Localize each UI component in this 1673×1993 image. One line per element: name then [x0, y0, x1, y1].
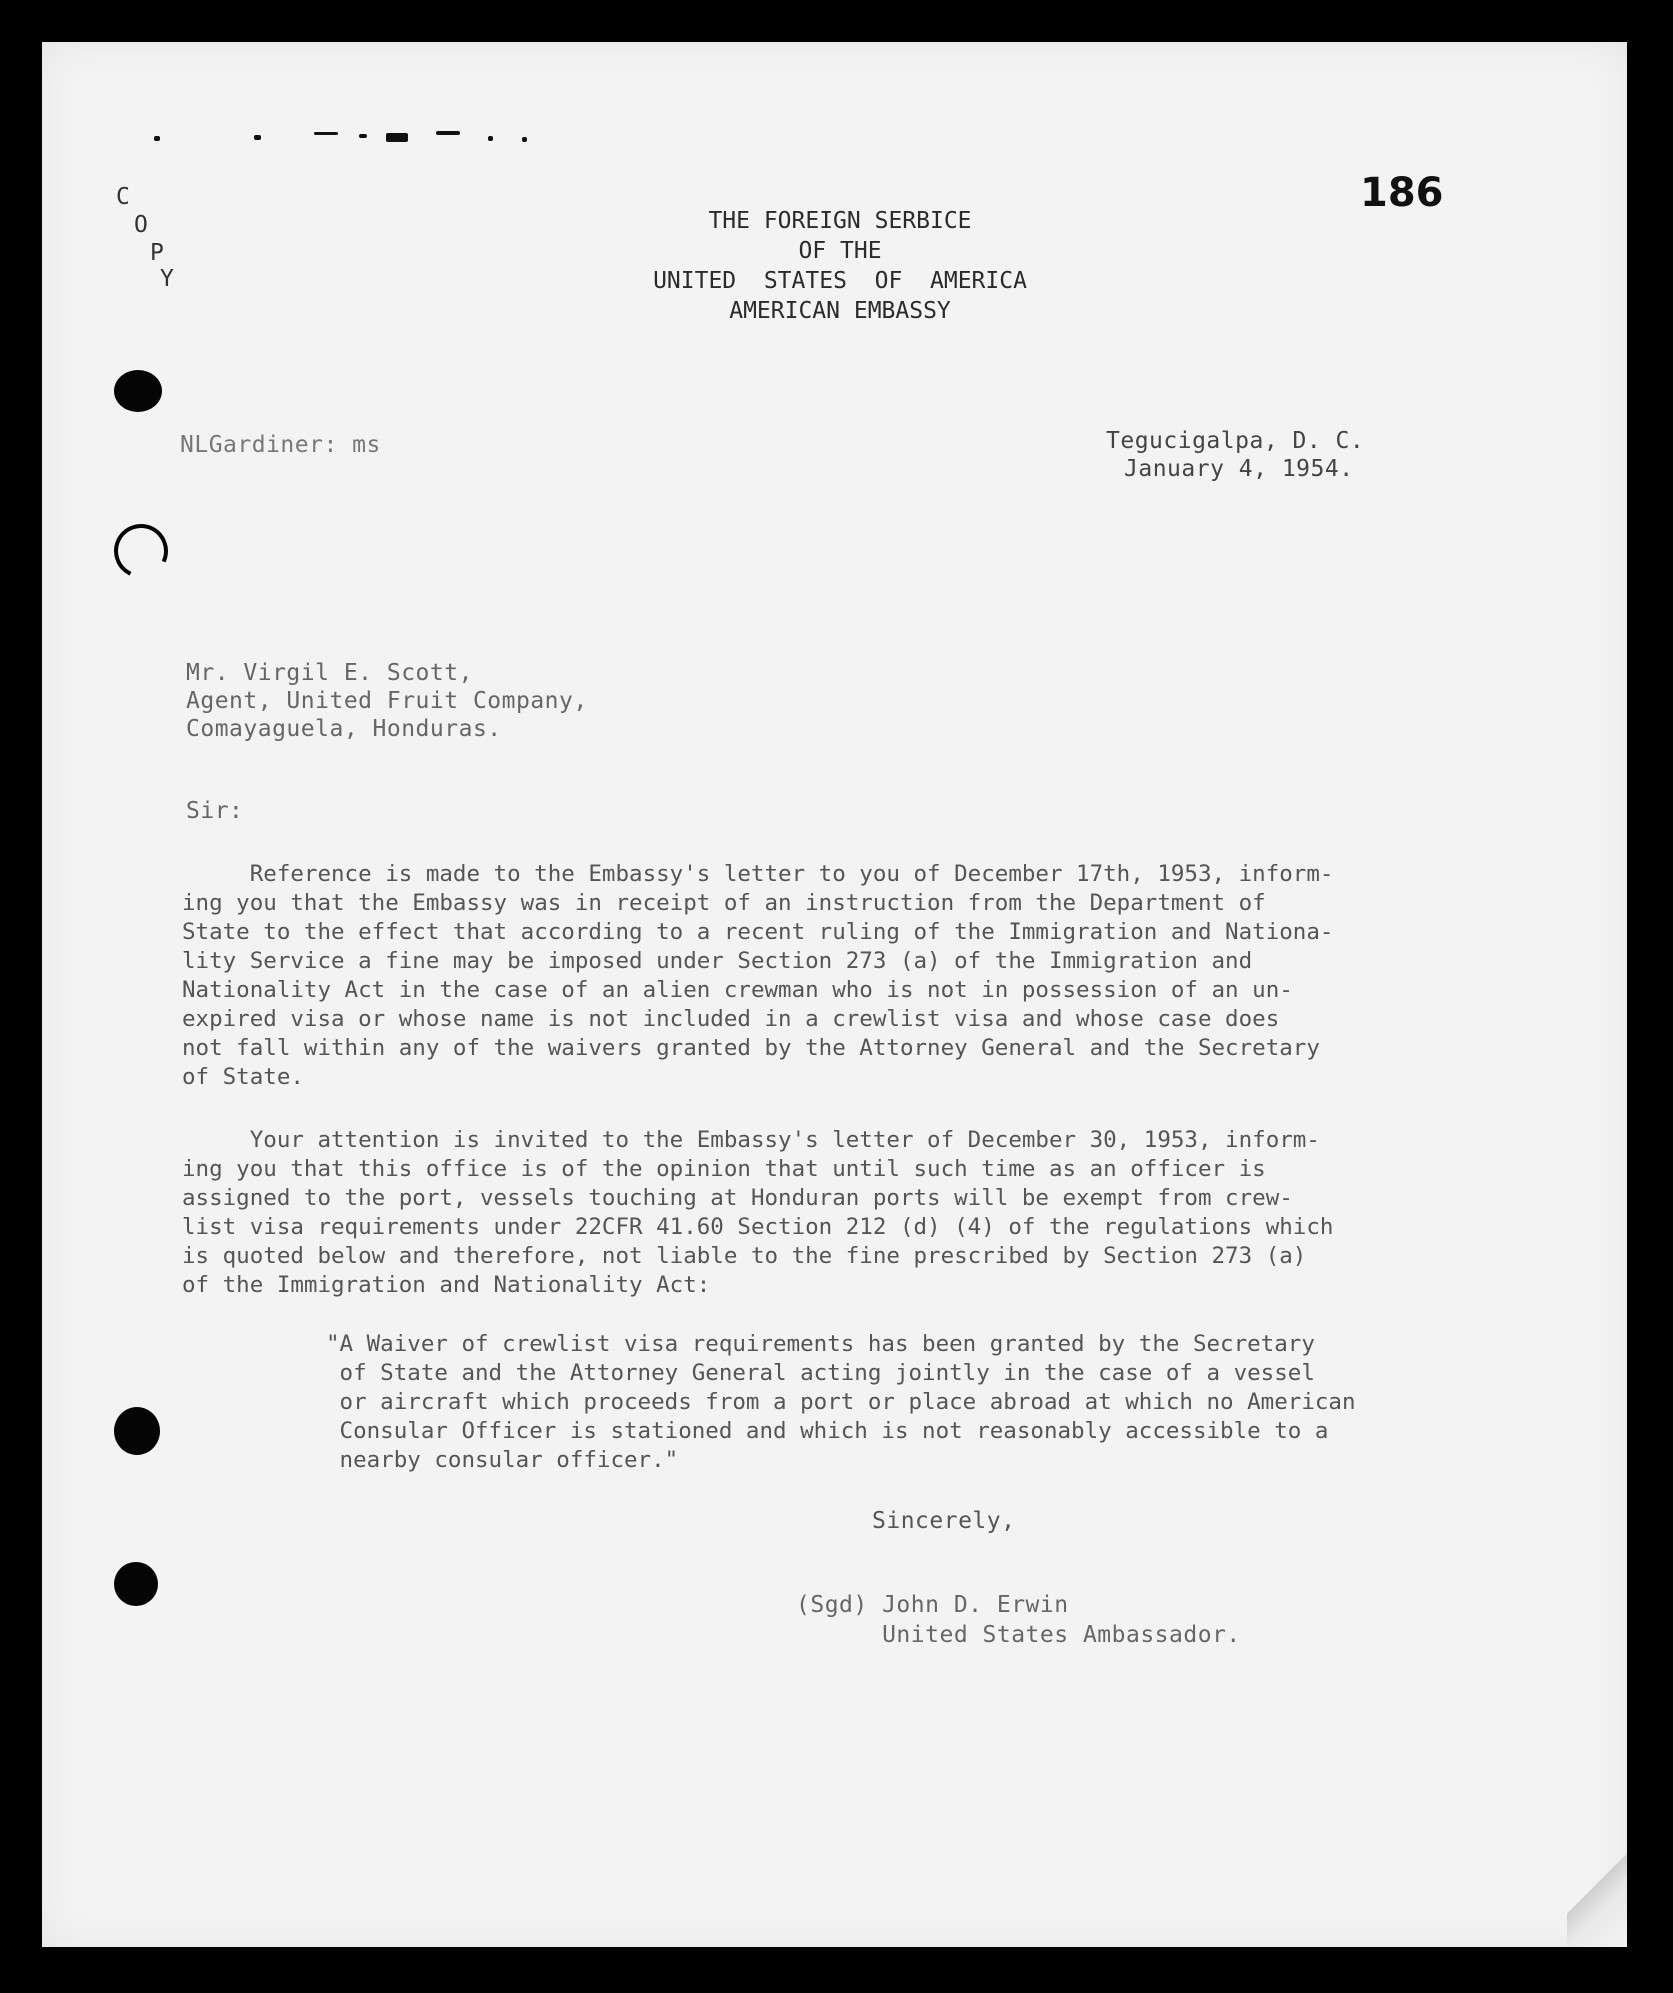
addressee-line-2: Agent, United Fruit Company,: [186, 688, 588, 714]
reference-initials: NLGardiner: ms: [180, 432, 381, 458]
letterhead-line-4: AMERICAN EMBASSY: [729, 298, 951, 324]
signature-line-1: (Sgd) John D. Erwin: [796, 1592, 1069, 1618]
punch-hole-partial: [106, 516, 175, 585]
page-curl: [1567, 1797, 1627, 1947]
copy-mark-y: Y: [160, 266, 174, 292]
paragraph-1-line: not fall within any of the waivers granted by the Attorney General and the Secretary: [182, 1035, 1320, 1061]
paragraph-2-line: ing you that this office is of the opinion that until such time as an officer is: [182, 1156, 1266, 1182]
paragraph-1-line: lity Service a fine may be imposed under Section 273 (a) of the Immigration and: [182, 948, 1253, 974]
paragraph-1-line: Nationality Act in the case of an alien crewman who is not in possession of an un-: [182, 977, 1293, 1003]
date: January 4, 1954.: [1124, 456, 1354, 482]
letterhead-line-2: OF THE: [798, 238, 882, 264]
scan-specks: [154, 130, 574, 144]
letterhead-line-3: UNITED STATES OF AMERICA: [653, 268, 1027, 294]
punch-hole: [114, 1562, 158, 1606]
signature-line-2: United States Ambassador.: [796, 1622, 1241, 1648]
document-page: [42, 42, 1627, 1947]
quote-line: Consular Officer is stationed and which is not reasonably accessible to a: [326, 1418, 1329, 1444]
quote-line: of State and the Attorney General acting jointly in the case of a vessel: [326, 1360, 1315, 1386]
paragraph-1-line: ing you that the Embassy was in receipt of an instruction from the Department of: [182, 890, 1266, 916]
copy-mark-p: P: [150, 240, 164, 266]
quote-line: nearby consular officer.": [326, 1447, 679, 1473]
copy-mark-c: C: [116, 184, 130, 210]
paragraph-1-line: expired visa or whose name is not included in a crewlist visa and whose case does: [182, 1006, 1280, 1032]
place: Tegucigalpa, D. C.: [1106, 428, 1365, 454]
addressee-line-1: Mr. Virgil E. Scott,: [186, 660, 473, 686]
punch-hole: [114, 370, 162, 412]
punch-hole: [114, 1407, 160, 1455]
addressee-line-3: Comayaguela, Honduras.: [186, 716, 502, 742]
letterhead-line-1: THE FOREIGN SERBICE: [708, 208, 972, 234]
paragraph-2-line: list visa requirements under 22CFR 41.60 Section 212 (d) (4) of the regulations which: [182, 1214, 1334, 1240]
paragraph-2-line: is quoted below and therefore, not liable to the fine prescribed by Section 273 (a): [182, 1243, 1307, 1269]
copy-mark-o: O: [134, 212, 148, 238]
paragraph-1-line: Reference is made to the Embassy's letter to you of December 17th, 1953, inform-: [182, 861, 1334, 887]
page-number: 186: [1360, 170, 1444, 216]
closing: Sincerely,: [872, 1508, 1016, 1534]
quote-line: "A Waiver of crewlist visa requirements has been granted by the Secretary: [326, 1331, 1315, 1357]
paragraph-2-line: of the Immigration and Nationality Act:: [182, 1272, 711, 1298]
paragraph-1-line: of State.: [182, 1064, 304, 1090]
quote-line: or aircraft which proceeds from a port or place abroad at which no American: [326, 1389, 1356, 1415]
paragraph-2-line: assigned to the port, vessels touching at Honduran ports will be exempt from crew-: [182, 1185, 1293, 1211]
paragraph-2-line: Your attention is invited to the Embassy's letter of December 30, 1953, inform-: [182, 1127, 1320, 1153]
paragraph-1-line: State to the effect that according to a recent ruling of the Immigration and Nationa-: [182, 919, 1334, 945]
salutation: Sir:: [186, 798, 244, 824]
